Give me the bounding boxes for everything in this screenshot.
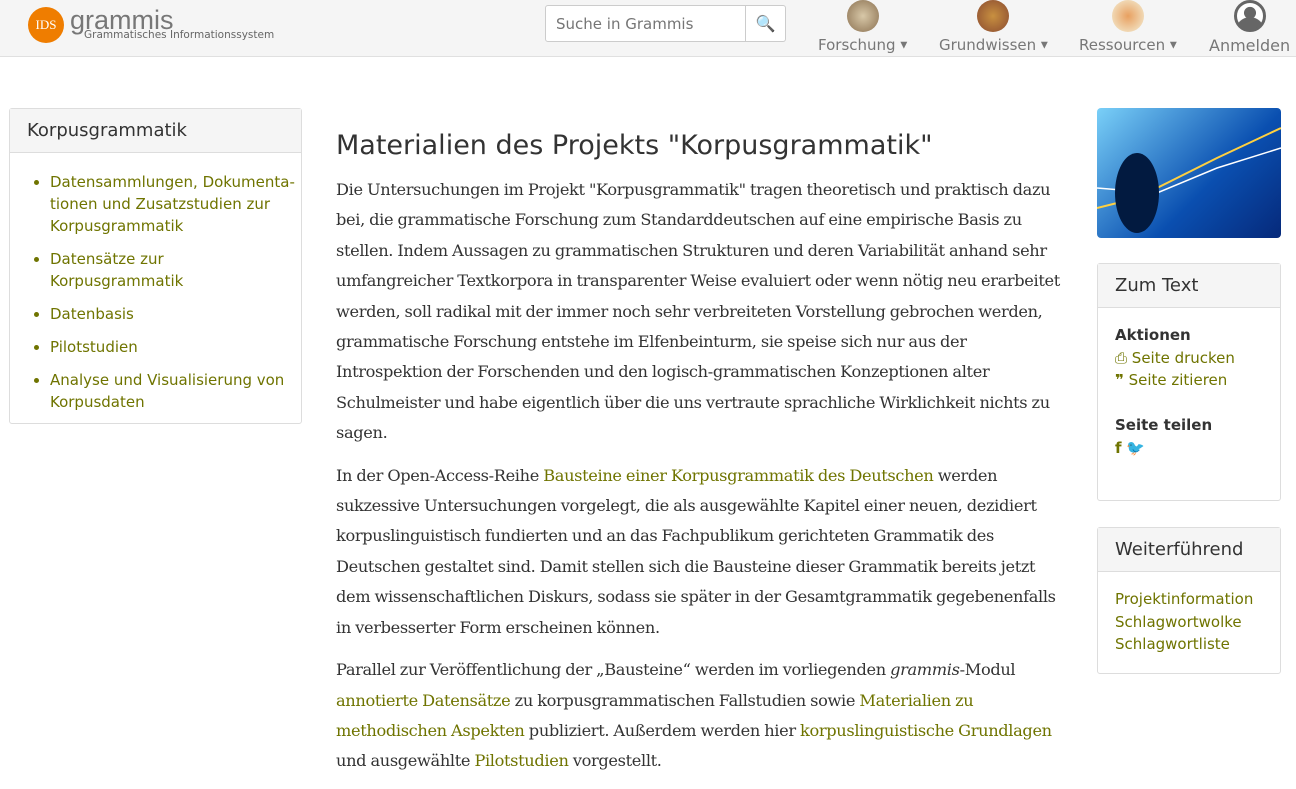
link-label: Seite zitieren (1128, 371, 1228, 389)
link-schlagwortwolke[interactable]: Schlagwortwolke (1115, 612, 1242, 631)
cite-link[interactable] (1115, 371, 1227, 389)
text: grammis (890, 660, 960, 680)
zum-text-panel (1097, 263, 1281, 501)
brand-tagline: Grammatisches Informationssystem (84, 29, 275, 41)
search-form (545, 5, 786, 42)
text: -Modul (959, 660, 1016, 680)
paragraph-2 (336, 461, 1066, 643)
top-navbar (0, 0, 1296, 57)
text: und ausgewählte (336, 751, 475, 771)
link-schlagwortliste[interactable]: Schlagwortliste (1115, 635, 1230, 653)
link-projektinformation[interactable]: Projektinformation (1115, 590, 1254, 608)
quote-icon: ❞ (1115, 371, 1124, 389)
menu-label: Ressourcen (1079, 36, 1166, 54)
menu-label: Forschung (818, 36, 896, 54)
menu-label: Anmelden (1209, 36, 1291, 55)
search-input[interactable] (545, 5, 746, 42)
chart-illustration (1097, 108, 1281, 238)
link-materialien-methodisch[interactable]: Materialien zu methodischen Aspekten (336, 690, 974, 740)
search-button[interactable] (746, 5, 786, 42)
sidebar-link-pilotstudien[interactable]: Pilotstudien (50, 338, 138, 356)
text: zu korpusgrammatischen Fallstudien sowie (510, 690, 860, 710)
sidebar-link-datensaetze[interactable]: Datensätze zur Korpusgrammatik (50, 250, 184, 290)
aktionen-label: Aktionen (1115, 326, 1191, 344)
page-title: Materialien des Projekts "Korpusgrammatik" (336, 130, 933, 161)
sidebar-panel (9, 108, 302, 424)
text: Parallel zur Veröffentlichung der „Bausteine“ werden im vorliegenden (336, 660, 891, 680)
link-label: Seite drucken (1131, 348, 1235, 367)
menu-label: Grundwissen (939, 36, 1037, 54)
caret-down-icon: ▼ (1040, 40, 1048, 51)
link-bausteine[interactable]: Bausteine einer Korpusgrammatik des Deutschen (543, 465, 934, 485)
user-icon (1234, 0, 1266, 32)
menu-ressourcen[interactable] (1079, 0, 1177, 54)
ressourcen-image (1112, 0, 1144, 32)
print-link[interactable] (1115, 349, 1235, 367)
grammis-logo[interactable] (28, 7, 274, 43)
caret-down-icon: ▼ (1169, 40, 1177, 51)
text: vorgestellt. (568, 751, 662, 771)
ids-logo-badge: IDS (28, 7, 64, 43)
brand-name: grammis (70, 5, 174, 35)
sidebar-link-datenbasis[interactable]: Datenbasis (50, 305, 134, 323)
caret-down-icon: ▼ (900, 40, 908, 51)
link-pilotstudien[interactable]: Pilotstudien (474, 751, 569, 771)
link-grundlagen[interactable]: korpuslinguistische Grundlagen (800, 720, 1052, 740)
menu-anmelden[interactable] (1209, 0, 1290, 55)
menu-forschung[interactable] (818, 0, 907, 54)
text: publiziert. Außerdem werden hier (524, 720, 801, 740)
twitter-icon[interactable]: 🐦 (1126, 438, 1145, 457)
sidebar-link-analyse[interactable]: Analyse und Visualisierung von Korpusdaten (50, 371, 285, 411)
weiterfuehrend-title: Weiterführend (1098, 528, 1280, 572)
paragraph-1: Die Untersuchungen im Projekt "Korpusgrammatik" tragen theoretisch und praktisch dazu bei, die grammatische Forschung zum Standarddeutschen auf eine empirische Basis zu stellen. Indem Aussagen zu grammatischen Strukturen und deren Variabilität anhand sehr umfangreicher Textkorpora in transparenter Weise evaluiert oder wenn nötig neu erarbeitet werden, soll radikal mit der immer noch sehr verbreiteten Vorstellung gebrochen werden, grammatische Forschung entstehe im Elfenbeinturm, sie speise sich nur aus der Introspektion der Forschenden und den logisch-grammatischen Konzeptionen alter Schulmeister und habe eigentlich über die uns vertraute sprachliche Wirklichkeit nichts zu sagen. (336, 180, 1060, 443)
paragraph-3 (336, 655, 1066, 777)
project-image (1097, 108, 1281, 238)
menu-grundwissen[interactable] (939, 0, 1048, 54)
link-annotierte-datensaetze[interactable]: annotierte Datensätze (336, 690, 511, 710)
weiterfuehrend-panel (1097, 527, 1281, 674)
zum-text-title: Zum Text (1098, 264, 1280, 308)
main-content (336, 130, 1066, 789)
sidebar-link-datensammlungen[interactable]: Datensammlungen, Dokumentationen und Zusatzstudien zur Korpusgrammatik (50, 173, 295, 235)
text: In der Open-Access-Reihe (336, 465, 544, 485)
text: werden sukzessive Untersuchungen vorgelegt, die als ausgewählte Kapitel einer neuen, dezidiert korpuslinguistisch fundierten und an das Fachpublikum gerichteten Grammatik des Deutschen gestaltet sind. Damit stellen sich die Bausteine dieser Grammatik bereits jetzt dem wissenschaftlichen Diskurs, sodass sie später in der Gesamtgrammatik gegebenenfalls in verbesserter Form erscheinen können. (336, 465, 1056, 637)
share-label: Seite teilen (1115, 416, 1213, 434)
grundwissen-image (977, 0, 1009, 32)
print-icon: ⎙ (1115, 348, 1128, 367)
search-icon: 🔍 (755, 15, 776, 33)
facebook-icon[interactable]: f (1115, 438, 1122, 457)
forschung-image (847, 0, 879, 32)
sidebar-title: Korpusgrammatik (10, 109, 301, 153)
